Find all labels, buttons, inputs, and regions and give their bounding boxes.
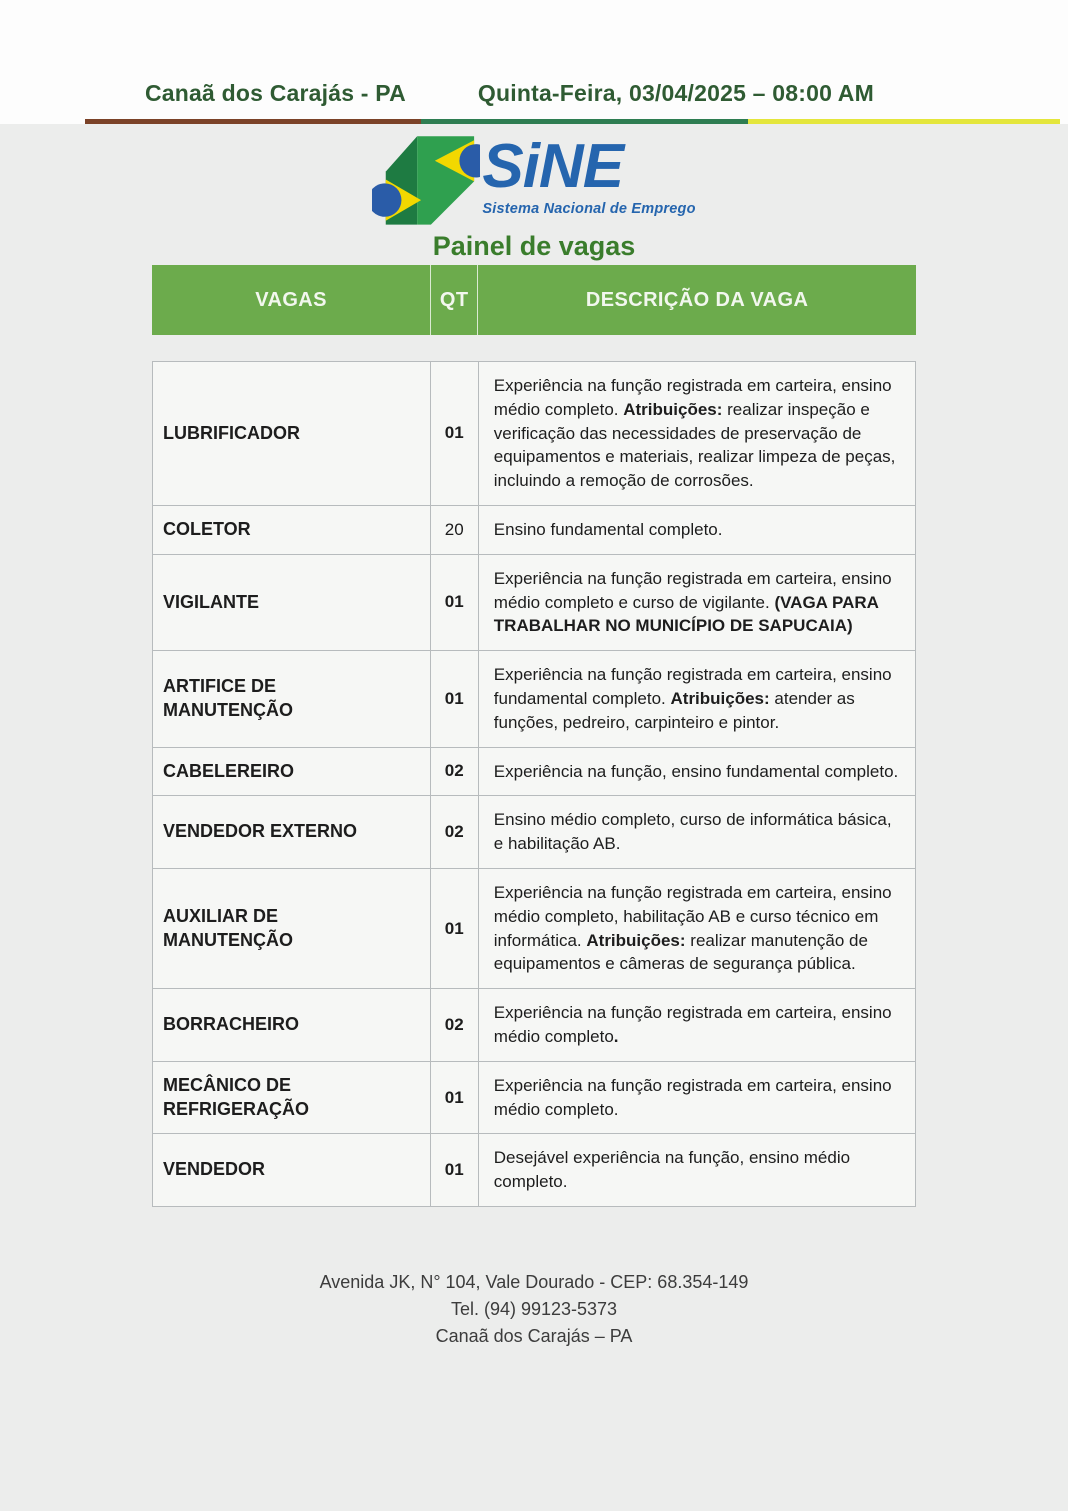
table-row <box>153 651 916 747</box>
job-qt-cell <box>430 989 478 1062</box>
job-qt: 20 <box>444 519 464 539</box>
vacancies-table-zone <box>152 265 916 1207</box>
job-description: Experiência na função registrada em carteira, ensino médio completo, habilitação AB e curso técnico em informática. Atribuições: realizar manutenção de equipamentos e câmeras de segurança pública. <box>493 882 892 974</box>
job-qt-cell <box>430 362 478 506</box>
job-qt-cell <box>430 554 478 650</box>
header-datetime: Quinta-Feira, 03/04/2025 – 08:00 AM <box>477 80 874 106</box>
job-title: BORRACHEIRO <box>163 1014 300 1035</box>
sine-logo-icon <box>372 130 480 225</box>
job-description-cell <box>478 796 915 869</box>
job-description: Experiência na função registrada em carteira, ensino médio completo. Atribuições: realizar inspeção e verificação das necessidades de preservação de equipamentos e materiais, realizar limpeza de peças, incluindo a remoção de corrosões. <box>493 376 896 491</box>
job-qt: 01 <box>444 592 464 612</box>
job-title: VIGILANTE <box>163 591 260 612</box>
page-footer <box>0 1269 1068 1350</box>
table-row <box>153 989 916 1062</box>
job-description-cell <box>478 989 915 1062</box>
job-description: Desejável experiência na função, ensino médio completo. <box>493 1148 851 1192</box>
job-description: Experiência na função registrada em carteira, ensino médio completo e curso de vigilante. (VAGA PARA TRABALHAR NO MUNICÍPIO DE SAPUCAIA) <box>493 568 892 636</box>
job-title-cell <box>153 554 431 650</box>
rule-green-segment <box>421 119 748 124</box>
job-title-cell <box>153 868 431 988</box>
job-qt-cell <box>430 1061 478 1134</box>
job-title-cell <box>153 747 431 796</box>
job-description: Experiência na função, ensino fundamental completo. <box>493 761 899 781</box>
job-title-cell <box>153 362 431 506</box>
sine-logo-subtitle: Sistema Nacional de Emprego <box>482 201 696 217</box>
table-header-bar <box>152 265 916 335</box>
table-row <box>153 796 916 869</box>
job-qt-cell <box>430 747 478 796</box>
job-qt-cell <box>430 651 478 747</box>
table-row <box>153 1134 916 1207</box>
footer-address: Avenida JK, N° 104, Vale Dourado - CEP: 68.354-149 <box>319 1271 749 1292</box>
job-title-cell <box>153 989 431 1062</box>
job-title: ARTIFICE DE MANUTENÇÃO <box>163 676 293 720</box>
job-description: Experiência na função registrada em carteira, ensino médio completo. <box>493 1075 892 1119</box>
job-title: CABELEREIRO <box>163 760 295 781</box>
job-title-cell <box>153 651 431 747</box>
job-title-cell <box>153 796 431 869</box>
job-description-cell <box>478 747 915 796</box>
sine-logo-name: SiNE <box>482 132 624 201</box>
jobs-table-body <box>153 362 916 1207</box>
table-header-vagas: VAGAS <box>255 288 327 311</box>
job-qt: 01 <box>444 918 464 938</box>
header-location: Canaã dos Carajás - PA <box>145 80 406 106</box>
job-description-cell <box>478 1134 915 1207</box>
job-description-cell <box>478 1061 915 1134</box>
job-description: Ensino fundamental completo. <box>493 519 723 539</box>
footer-phone: Tel. (94) 99123-5373 <box>450 1298 618 1319</box>
job-qt-cell <box>430 796 478 869</box>
page-header <box>0 0 1068 124</box>
job-title-cell <box>153 1134 431 1207</box>
job-description: Ensino médio completo, curso de informática básica, e habilitação AB. <box>493 810 892 854</box>
rule-brown-segment <box>85 119 421 124</box>
table-header-qt: QT <box>430 265 478 335</box>
job-qt: 01 <box>444 1160 464 1180</box>
table-row <box>153 554 916 650</box>
job-title-cell <box>153 1061 431 1134</box>
rule-yellow-segment <box>748 119 1060 124</box>
job-title: VENDEDOR <box>163 1159 266 1180</box>
sine-logo-text <box>482 130 695 217</box>
job-qt: 01 <box>444 1087 464 1107</box>
job-qt: 02 <box>444 761 464 781</box>
job-title: COLETOR <box>163 519 251 540</box>
table-header-descricao: DESCRIÇÃO DA VAGA <box>585 288 809 311</box>
table-row <box>153 1061 916 1134</box>
job-description-cell <box>478 505 915 554</box>
table-row <box>153 362 916 506</box>
job-qt: 02 <box>444 822 464 842</box>
job-qt-cell <box>430 505 478 554</box>
job-qt: 02 <box>444 1014 464 1034</box>
job-description: Experiência na função registrada em carteira, ensino médio completo. <box>493 1003 892 1046</box>
job-description-cell <box>478 868 915 988</box>
job-qt-cell <box>430 868 478 988</box>
job-description-cell <box>478 362 915 506</box>
footer-city: Canaã dos Carajás – PA <box>435 1325 633 1346</box>
job-title: MECÂNICO DE REFRIGERAÇÃO <box>163 1075 310 1119</box>
job-description-cell <box>478 651 915 747</box>
job-qt: 01 <box>444 423 464 443</box>
divider-rule <box>85 119 1060 124</box>
jobs-table <box>152 361 916 1207</box>
table-row <box>153 868 916 988</box>
table-row <box>153 505 916 554</box>
job-title-cell <box>153 505 431 554</box>
job-title: LUBRIFICADOR <box>163 422 300 443</box>
job-description-cell <box>478 554 915 650</box>
job-qt-cell <box>430 1134 478 1207</box>
job-qt: 01 <box>444 688 464 708</box>
logo-block <box>0 130 1068 262</box>
header-row <box>0 80 1068 107</box>
table-row <box>153 747 916 796</box>
panel-title: Painel de vagas <box>432 231 636 261</box>
job-title: AUXILIAR DE MANUTENÇÃO <box>163 906 293 950</box>
job-title: VENDEDOR EXTERNO <box>163 821 358 842</box>
job-description: Experiência na função registrada em carteira, ensino fundamental completo. Atribuições: atender as funções, pedreiro, carpinteiro e pintor. <box>493 665 892 732</box>
